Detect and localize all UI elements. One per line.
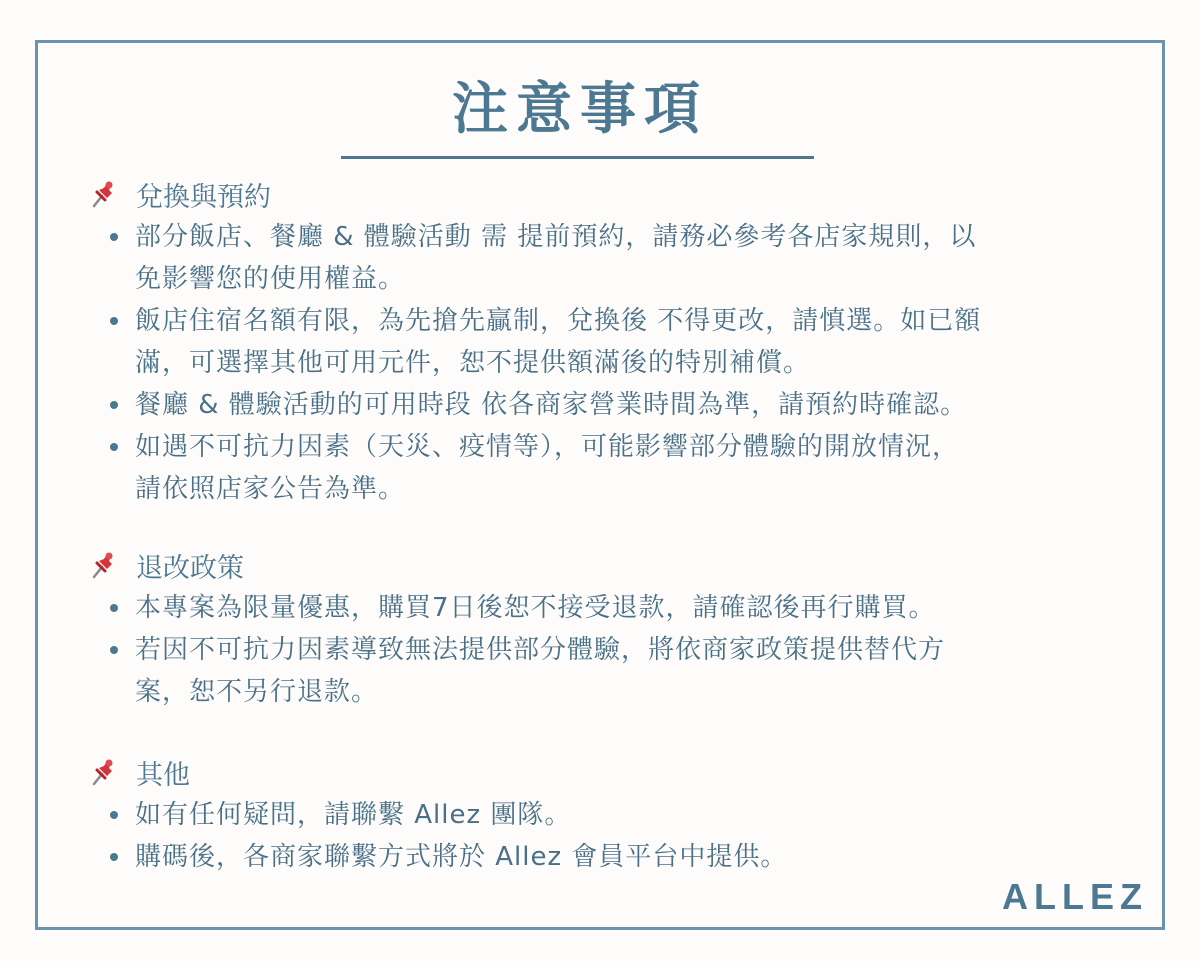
section-heading-text: 其他 xyxy=(136,759,190,791)
item-line: 滿，可選擇其他可用元件，恕不提供額滿後的特別補償。 xyxy=(135,348,811,378)
item-line: 部分飯店、餐廳 & 體驗活動 需 提前預約，請務必參考各店家規則，以 xyxy=(135,222,977,252)
brand-logo: ALLEZ xyxy=(1002,876,1148,917)
pushpin-icon xyxy=(88,757,118,787)
item-list xyxy=(88,216,1128,510)
item-line: 若因不可抗力因素導致無法提供部分體驗，將依商家政策提供替代方 xyxy=(135,635,946,665)
list-item xyxy=(88,836,1128,878)
bullet-dot xyxy=(110,604,118,612)
item-line: 如有任何疑問，請聯繫 Allez 團隊。 xyxy=(135,800,572,830)
list-item xyxy=(88,587,1128,629)
page-title: 注意事項 xyxy=(452,77,708,142)
list-item xyxy=(88,794,1128,836)
section-heading xyxy=(88,545,1128,585)
section-redemption xyxy=(88,174,1128,510)
section-heading-text: 兌換與預約 xyxy=(136,181,271,213)
pushpin-icon xyxy=(88,179,118,209)
item-line: 本專案為限量優惠，購買7日後恕不接受退款，請確認後再行購買。 xyxy=(135,593,936,623)
bullet-dot xyxy=(110,401,118,409)
bullet-dot xyxy=(110,853,118,861)
list-item xyxy=(88,629,1128,713)
bullet-dot xyxy=(110,811,118,819)
bullet-dot xyxy=(110,646,118,654)
list-item xyxy=(88,216,1128,300)
section-heading xyxy=(88,174,1128,214)
section-other xyxy=(88,752,1128,878)
bullet-dot xyxy=(110,443,118,451)
title-underline xyxy=(341,156,814,159)
item-line: 餐廳 & 體驗活動的可用時段 依各商家營業時間為準，請預約時確認。 xyxy=(135,390,968,420)
item-line: 案，恕不另行退款。 xyxy=(135,677,379,707)
bullet-dot xyxy=(110,233,118,241)
section-refund-policy xyxy=(88,545,1128,713)
item-line: 如遇不可抗力因素（天災、疫情等），可能影響部分體驗的開放情況， xyxy=(135,432,960,462)
item-list xyxy=(88,587,1128,713)
bullet-dot xyxy=(110,317,118,325)
list-item xyxy=(88,426,1128,510)
item-line: 請依照店家公告為準。 xyxy=(135,474,406,504)
item-line: 購碼後，各商家聯繫方式將於 Allez 會員平台中提供。 xyxy=(135,842,788,872)
section-heading xyxy=(88,752,1128,792)
item-list xyxy=(88,794,1128,878)
item-line: 免影響您的使用權益。 xyxy=(135,264,406,294)
list-item xyxy=(88,300,1128,384)
list-item xyxy=(88,384,1128,426)
section-heading-text: 退改政策 xyxy=(136,552,244,584)
pushpin-icon xyxy=(88,550,118,580)
item-line: 飯店住宿名額有限，為先搶先贏制，兌換後 不得更改，請慎選。如已額 xyxy=(135,306,982,336)
